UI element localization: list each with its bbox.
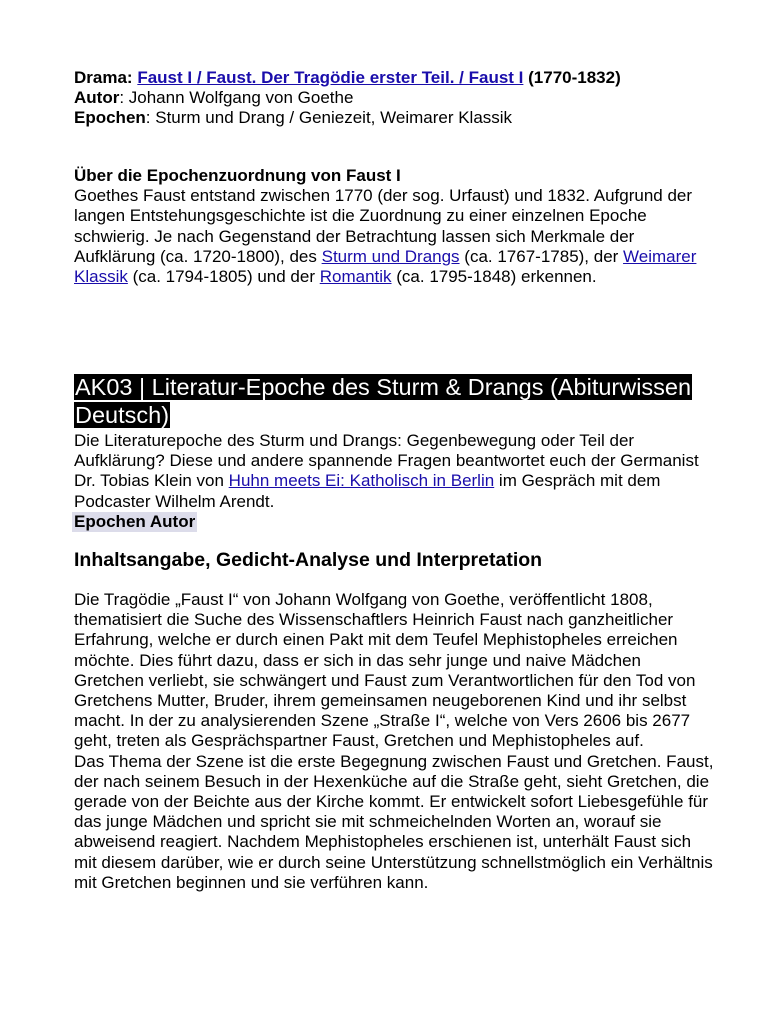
epochs-value: : Sturm und Drang / Geniezeit, Weimarer Klassik <box>145 108 513 128</box>
work-metadata <box>74 68 714 129</box>
podcast-link[interactable]: Huhn meets Ei: Katholisch in Berlin <box>228 471 495 491</box>
author-line <box>74 88 714 108</box>
analysis-paragraph-2: Das Thema der Szene ist die erste Begegnung zwischen Faust und Gretchen. Faust, der nach seinem Besuch in der Hexenküche auf die Straße geht, sieht Gretchen, die gerade von der Beichte aus der Kirche kommt. Er entwickelt sofort Liebesgefühle für das junge Mädchen und spricht sie mit schmeichelnden Worten an, worauf sie abweisend reagiert. Nachdem Mephistopheles erschienen ist, unterhält Faust sich mit diesem darüber, wie er durch seine Unterstützung schnellstmöglich ein Verhältnis mit Gretchen beginnen und sie verführen kann. <box>74 751 714 892</box>
weimarer-klassik-link[interactable]: Weimarer Klassik <box>74 246 697 287</box>
author-label: Autor <box>74 88 120 108</box>
analysis-text <box>74 590 714 893</box>
analysis-heading: Inhaltsangabe, Gedicht-Analyse und Interpretation <box>74 549 543 571</box>
epochs-line <box>74 108 714 128</box>
drama-label: Drama: <box>74 68 133 87</box>
epoch-assignment-heading: Über die Epochenzuordnung von Faust I <box>74 166 401 185</box>
sturm-und-drang-link[interactable]: Sturm und Drangs <box>321 246 460 266</box>
epochs-label: Epochen <box>74 108 146 128</box>
epoch-assignment-section <box>74 166 714 287</box>
drama-line <box>74 68 714 88</box>
category-tag[interactable]: Epochen Autor <box>74 511 196 531</box>
epoch-assignment-text: Goethes Faust entstand zwischen 1770 (der sog. Urfaust) und 1832. Aufgrund der langen Entstehungsgeschichte ist die Zuordnung zu einer einzelnen Epoche schwierig. Je nach Gegenstand der Betrachtung lassen sich Merkmale der Aufklärung (ca. 1720-1800), des Sturm und Drangs (ca. 1767-1785), der Weimarer Klassik (ca. 1794-1805) und der Romantik (ca. 1795-1848) erkennen. <box>74 186 697 287</box>
drama-title-link[interactable]: Faust I / Faust. Der Tragödie erster Teil. / Faust I <box>137 68 524 87</box>
drama-years: (1770-1832) <box>528 68 621 87</box>
romantik-link[interactable]: Romantik <box>319 267 392 287</box>
author-value: : Johann Wolfgang von Goethe <box>119 88 354 108</box>
analysis-paragraph-1: Die Tragödie „Faust I“ von Johann Wolfgang von Goethe, veröffentlicht 1808, thematisiert die Suche des Wissenschaftlers Heinrich Faust nach ganzheitlicher Erfahrung, welche er durch einen Pakt mit dem Teufel Mephistopheles erreichen möchte. Dies führt dazu, dass er sich in das sehr junge und naive Mädchen Gretchen verliebt, sie schwängert und Faust zum Verantwortlichen für den Tod von Gretchens Mutter, Bruder, ihrem gemeinsamen neugeborenen Kind und ihr selbst macht. In der zu analysierenden Szene „Straße I“, welche von Vers 2606 bis 2677 geht, treten als Gesprächspartner Faust, Gretchen und Mephistopheles auf. <box>74 590 696 751</box>
podcast-title: AK03 | Literatur-Epoche des Sturm & Drangs (Abiturwissen Deutsch) <box>75 374 692 428</box>
podcast-description: Die Literaturepoche des Sturm und Drangs: Gegenbewegung oder Teil der Aufklärung? Diese und andere spannende Fragen beantwortet euch der Germanist Dr. Tobias Klein von Huhn meets Ei: Katholisch in Berlin im Gespräch mit dem Podcaster Wilhelm Arendt. Epochen Autor <box>74 431 699 531</box>
